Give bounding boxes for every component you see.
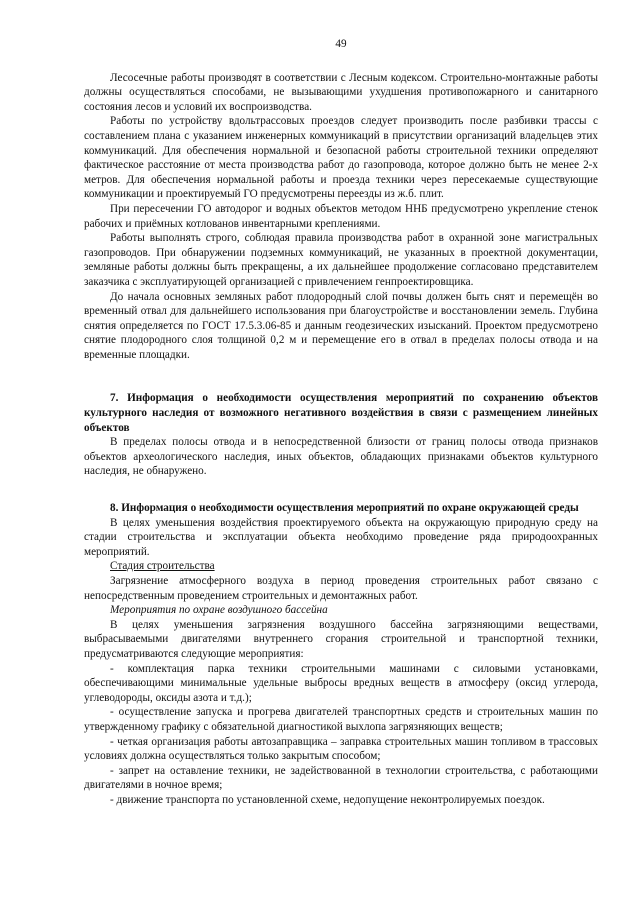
list-item-measure: - осуществление запуска и прогрева двигателей транспортных средств и строительных машин по утвержденному графику с обязательной диагностикой выхлопа загрязняющих веществ;: [84, 706, 598, 733]
paragraph-access-roads: Работы по устройству вдольтрассовых проездов следует производить после разбивки трассы с составлением плана с указанием инженерных коммуникаций в присутствии организаций владельцев этих коммуникаций. Для обеспечения нормальной и безопасной работы строительной техники определяют фактическое расстояние от места производства работ до газопровода, которое должно быть не менее 2-х метров. Для обеспечения нормальной работы и проезда техники через пересекаемые существующие коммуникации и проектируемый ГО предусмотрены переезды из ж.б. плит.: [84, 115, 598, 201]
subheading-construction-stage: Стадия строительства: [110, 560, 215, 573]
spacer: [84, 479, 598, 501]
subheading-air-protection: Мероприятия по охране воздушного бассейна: [110, 604, 328, 617]
paragraph-topsoil-removal: До начала основных земляных работ плодородный слой почвы должен быть снят и перемещён во временный отвал для дальнейшего использования при благоустройстве и восстановлении земель. Глубина снятия определяется по ГОСТ 17.5.3.06-85 и данным геодезических изысканий. Проектом предусмотрено снятие плодородного слоя толщиной 0,2 м и перемещение его в отвал в пределах полосы отвода и на временные площадки.: [84, 290, 598, 361]
paragraph-logging: Лесосечные работы производят в соответствии с Лесным кодексом. Строительно-монтажные работы должны осуществляться способами, не вызывающими ухудшения противопожарного и санитарного состояния лесов и условий их воспроизводства.: [84, 71, 598, 113]
page-number: 49: [335, 38, 347, 50]
section-7-text: В пределах полосы отвода и в непосредственной близости от границ полосы отвода признаков объектов археологического наследия, иных объектов, обладающих признаками объектов культурного наследия, не обнаружено.: [84, 436, 598, 478]
list-item-measure: - четкая организация работы автозаправщика – заправка строительных машин топливом в трассовых условиях должна осуществляться только закрытым способом;: [84, 735, 598, 763]
paragraph-security-zone-works: Работы выполнять строго, соблюдая правила производства работ в охранной зоне магистральных газопроводов. При обнаружении подземных коммуникаций, не указанных в проектной документации, земляные работы должны быть прекращены, а их дальнейшее продолжение согласовано представителем заказчика с эксплуатирующей организацией с привлечением генпроектировщика.: [84, 232, 598, 288]
paragraph-air-pollution: Загрязнение атмосферного воздуха в период проведения строительных работ связано с непосредственным проведением строительных и демонтажных работ.: [84, 575, 598, 602]
paragraph-measures-intro: В целях уменьшения загрязнения воздушного бассейна загрязняющими веществами, выбрасываемыми двигателями внутреннего сгорания строительной и транспортной техники, предусматриваются следующие мероприятия:: [84, 618, 598, 660]
list-item-measure: - движение транспорта по установленной схеме, недопущение неконтролируемых поездок.: [110, 793, 545, 806]
section-7-heading: 7. Информация о необходимости осуществления мероприятий по сохранению объектов культурного наследия от возможного негативного воздействия в связи с размещением линейных объектов: [84, 392, 598, 434]
section-8-heading: 8. Информация о необходимости осуществления мероприятий по охране окружающей среды: [110, 502, 579, 515]
list-item-measure: - комплектация парка техники строительными машинами с силовыми установками, обеспечивающими минимальные удельные выбросы вредных веществ в атмосферу (оксид углерода, углеводороды, оксиды азота и т.д.);: [84, 662, 598, 704]
paragraph-hdd-crossings: При пересечении ГО автодорог и водных объектов методом ННБ предусмотрено укрепление стенок рабочих и приёмных котлованов инвентарными креплениями.: [84, 202, 598, 230]
spacer: [84, 362, 598, 391]
list-item-measure: - запрет на оставление техники, не задействованной в технологии строительства, с работающими двигателями в ночное время;: [84, 764, 598, 792]
section-8-intro: В целях уменьшения воздействия проектируемого объекта на окружающую природную среду на стадии строительства и эксплуатации объекта необходимо проведение ряда природоохранных мероприятий.: [84, 516, 598, 558]
